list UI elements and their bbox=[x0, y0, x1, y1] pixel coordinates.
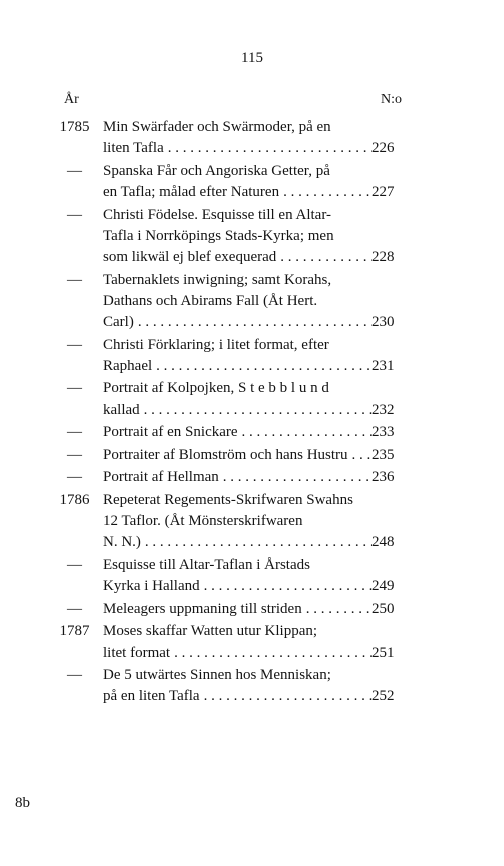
entry-year: — bbox=[67, 424, 82, 441]
entry-number: 230 bbox=[372, 314, 395, 330]
entry-text-line: Dathans och Abirams Fall (Åt Hert. bbox=[103, 292, 318, 309]
entry-number: 235 bbox=[372, 446, 395, 463]
entry-year: — bbox=[67, 446, 82, 463]
catalogue-entry bbox=[46, 161, 402, 203]
signature-mark: 8b bbox=[15, 795, 30, 811]
entry-text-line: Repeterat Regements-Skrifwaren Swahns bbox=[103, 491, 353, 508]
number-column-label: N:o bbox=[381, 92, 402, 107]
entry-text-line: Moses skaffar Watten utur Klippan; bbox=[103, 623, 318, 640]
entry-text: Raphael bbox=[103, 357, 153, 374]
catalogue-entry bbox=[46, 490, 402, 554]
dot-leader bbox=[238, 422, 372, 443]
entry-text: litet format bbox=[103, 644, 171, 661]
entry-year: — bbox=[67, 667, 82, 684]
entry-text: Portrait af Hellman bbox=[103, 469, 219, 486]
dot-leader bbox=[348, 445, 372, 466]
entry-year: 1785 bbox=[59, 119, 90, 135]
dot-leader bbox=[279, 182, 372, 203]
entry-year: — bbox=[67, 206, 82, 223]
entry-number: 228 bbox=[372, 249, 395, 265]
entry-text: Portraiter af Blomström och hans Hustru bbox=[103, 446, 348, 463]
entry-number: 233 bbox=[372, 424, 395, 441]
catalogue-entry bbox=[46, 665, 402, 707]
entry-number: 251 bbox=[372, 644, 395, 661]
entry-number: 227 bbox=[372, 184, 395, 200]
entry-year: — bbox=[67, 336, 82, 353]
catalogue-entry bbox=[46, 270, 402, 334]
entry-text-line: Christi Födelse. Esquisse till en Altar- bbox=[103, 206, 332, 223]
entry-year: — bbox=[67, 469, 82, 486]
dot-leader bbox=[164, 138, 372, 159]
column-header bbox=[64, 92, 402, 108]
dot-leader bbox=[200, 576, 372, 597]
dot-leader bbox=[276, 247, 372, 268]
entry-text: kallad bbox=[103, 401, 140, 418]
entry-text-line: Esquisse till Altar-Taflan i Årstads bbox=[103, 556, 310, 573]
entry-year: 1787 bbox=[59, 623, 90, 640]
entry-text: Carl) bbox=[103, 314, 134, 330]
dot-leader bbox=[200, 686, 372, 707]
entry-text-line: Tabernaklets inwigning; samt Korahs, bbox=[103, 271, 332, 288]
catalogue-list bbox=[46, 117, 402, 709]
catalogue-entry bbox=[46, 467, 402, 488]
dot-leader bbox=[134, 312, 372, 333]
catalogue-entry bbox=[46, 422, 402, 443]
catalogue-entry bbox=[46, 445, 402, 466]
entry-year: — bbox=[67, 380, 82, 397]
entry-text: liten Tafla bbox=[103, 140, 164, 157]
dot-leader bbox=[219, 467, 372, 488]
entry-text: Kyrka i Halland bbox=[103, 578, 200, 595]
entry-text-line bbox=[103, 378, 402, 399]
dot-leader bbox=[141, 532, 372, 553]
entry-number: 232 bbox=[372, 401, 395, 418]
entry-text-line: De 5 utwärtes Sinnen hos Menniskan; bbox=[103, 667, 331, 684]
entry-number: 231 bbox=[372, 357, 395, 374]
catalogue-entry bbox=[46, 599, 402, 620]
catalogue-entry bbox=[46, 117, 402, 159]
entry-text: som likwäl ej blef exequerad bbox=[103, 249, 277, 265]
entry-text: Portrait af Kolpojken, bbox=[103, 380, 235, 397]
entry-number: 252 bbox=[372, 688, 395, 705]
dot-leader bbox=[302, 599, 372, 620]
entry-number: 249 bbox=[372, 578, 395, 595]
entry-number: 226 bbox=[372, 140, 395, 157]
dot-leader bbox=[152, 356, 372, 377]
entry-text-line: Min Swärfader och Swärmoder, på en bbox=[103, 119, 331, 135]
page-number: 115 bbox=[241, 50, 263, 66]
catalogue-entry bbox=[46, 378, 402, 420]
entry-text: N. N.) bbox=[103, 534, 141, 551]
entry-year: 1786 bbox=[59, 491, 90, 508]
dot-leader bbox=[140, 400, 372, 421]
catalogue-entry bbox=[46, 621, 402, 663]
entry-year: — bbox=[67, 556, 82, 573]
catalogue-entry bbox=[46, 555, 402, 597]
entry-text: en Tafla; målad efter Naturen bbox=[103, 184, 280, 200]
catalogue-entry bbox=[46, 205, 402, 269]
entry-year: — bbox=[67, 271, 82, 288]
entry-text-line: Christi Förklaring; i litet format, efter bbox=[103, 336, 329, 353]
entry-number: 248 bbox=[372, 534, 395, 551]
entry-year: — bbox=[67, 162, 82, 179]
entry-spaced-name: Stebblund bbox=[237, 380, 333, 397]
entry-text: Portrait af en Snickare bbox=[103, 424, 238, 441]
entry-year: — bbox=[67, 600, 82, 617]
entry-text: på en liten Tafla bbox=[103, 688, 200, 705]
entry-text: Meleagers uppmaning till striden bbox=[103, 600, 302, 617]
entry-text-line: Tafla i Norrköpings Stads-Kyrka; men bbox=[103, 227, 334, 244]
dot-leader bbox=[170, 643, 372, 664]
entry-number: 236 bbox=[372, 469, 395, 486]
year-column-label: År bbox=[64, 92, 79, 107]
entry-number: 250 bbox=[372, 600, 395, 617]
entry-text-line: Spanska Får och Angoriska Getter, på bbox=[103, 162, 330, 179]
catalogue-entry bbox=[46, 335, 402, 377]
entry-text-line: 12 Taflor. (Åt Mönsterskrifwaren bbox=[103, 513, 303, 530]
